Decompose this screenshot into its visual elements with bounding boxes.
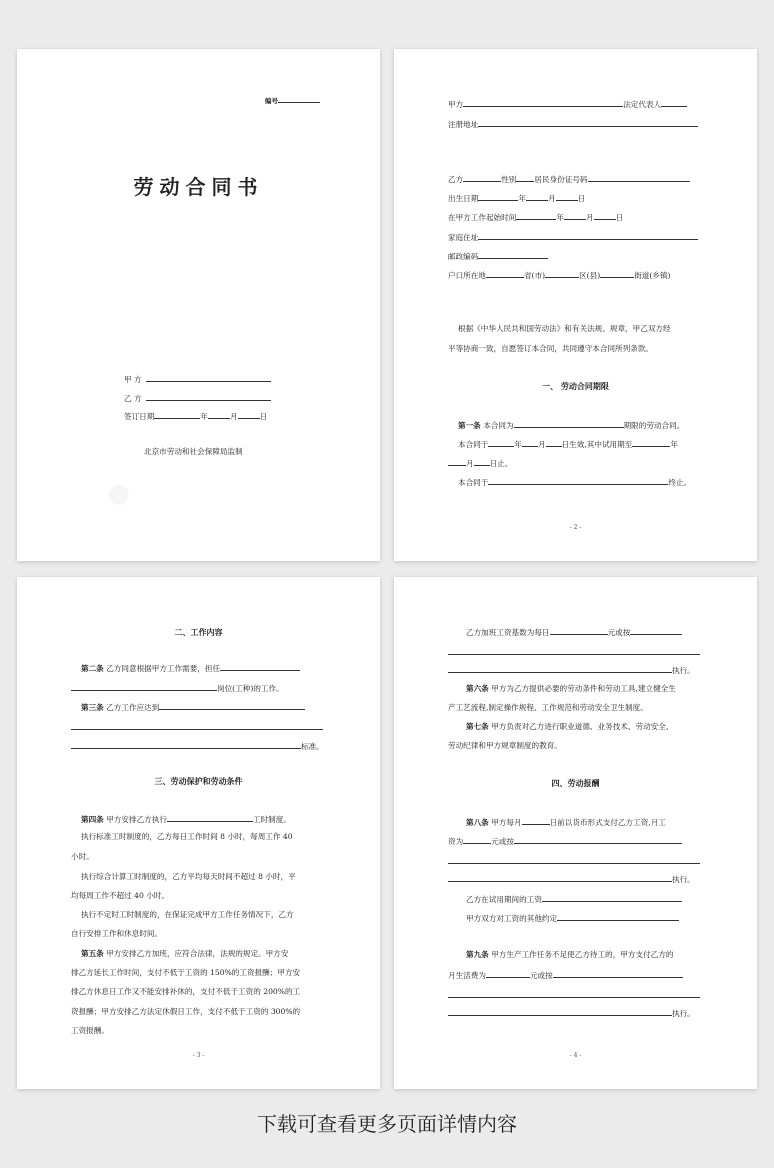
article-2-row-2 bbox=[71, 682, 284, 694]
article-7-row-1 bbox=[466, 722, 673, 732]
salary-blank-4 bbox=[448, 873, 672, 882]
article-4-row-5: 均每周工作不超过 40 小时。 bbox=[71, 891, 170, 900]
overtime-text-c: 执行。 bbox=[672, 666, 695, 675]
party-a-blank bbox=[146, 373, 271, 382]
probation-day-blank bbox=[474, 457, 490, 466]
article-7-text-a: 甲方负责对乙方进行职业道德、业务技术、劳动安全、 bbox=[491, 722, 674, 731]
intro-line-1: 根据《中华人民共和国劳动法》和有关法规、规章，甲乙双方经 bbox=[458, 324, 671, 333]
salary-blank-line bbox=[448, 863, 700, 864]
year-blank bbox=[154, 410, 200, 419]
article-9-row-1 bbox=[466, 950, 673, 960]
probation-salary-blank bbox=[542, 893, 682, 902]
month-label: 月 bbox=[585, 213, 594, 222]
download-hint-text: 下载可查看更多页面详情内容 bbox=[257, 1112, 517, 1136]
article-9-text-b: 月生活费为 bbox=[448, 971, 486, 980]
article-4-row-1 bbox=[81, 813, 291, 825]
district-label: 区(县) bbox=[579, 271, 601, 280]
article-1-row-1 bbox=[458, 419, 684, 431]
overtime-other-blank bbox=[630, 626, 682, 635]
article-8-text-d: 元或按 bbox=[491, 837, 514, 846]
party-b-label: 乙 方 bbox=[124, 394, 142, 403]
birth-year-blank bbox=[478, 192, 518, 201]
probation-month-blank bbox=[448, 457, 466, 466]
position-blank bbox=[220, 662, 300, 671]
other-salary-blank bbox=[557, 912, 679, 921]
article-9-row-4 bbox=[448, 1007, 695, 1019]
article-4-text-a: 甲方安排乙方执行 bbox=[106, 815, 167, 824]
home-address-row bbox=[448, 231, 698, 243]
sign-date-row bbox=[124, 410, 267, 422]
article-5-row-1 bbox=[81, 949, 288, 959]
living-fee-other-blank bbox=[553, 969, 683, 978]
article-4-row-4: 执行综合计算工时制度的，乙方平均每天时间不超过 8 小时，平 bbox=[81, 872, 296, 881]
article-9-row-2 bbox=[448, 969, 683, 981]
month-label: 月 bbox=[547, 194, 556, 203]
month-blank bbox=[208, 410, 230, 419]
overtime-base-blank bbox=[550, 626, 608, 635]
birth-day-blank bbox=[556, 192, 578, 201]
living-fee-blank-line bbox=[448, 997, 700, 998]
article-5-heading: 第五条 bbox=[81, 949, 104, 958]
effect-month-blank bbox=[522, 438, 538, 447]
month-label: 月 bbox=[537, 440, 546, 449]
postcode-blank bbox=[478, 250, 548, 259]
article-3-row-1 bbox=[81, 701, 305, 713]
legal-rep-blank bbox=[661, 98, 687, 107]
article-5-row-4: 资报酬；甲方安排乙方法定休假日工作，支付不低于工资的 300%的 bbox=[71, 1007, 301, 1016]
article-9-text-d: 执行。 bbox=[672, 1009, 695, 1018]
overtime-row-1 bbox=[466, 626, 682, 638]
gender-label: 性别 bbox=[501, 175, 517, 184]
article-1-text-e: 日止。 bbox=[489, 459, 513, 468]
article-2-text-a: 乙方同意根据甲方工作需要，担任 bbox=[106, 664, 221, 673]
year-label: 年 bbox=[670, 440, 678, 449]
article-5-row-3: 排乙方休息日工作又不能安排补休的，支付不低于工资的 200%的工 bbox=[71, 987, 301, 996]
probation-year-blank bbox=[632, 438, 670, 447]
party-a-row bbox=[124, 373, 271, 385]
party-a-label: 甲 方 bbox=[124, 375, 142, 384]
id-number-label: 居民身份证号码 bbox=[534, 175, 588, 184]
postcode-label: 邮政编码 bbox=[448, 252, 479, 261]
article-9-text-a: 甲方生产工作任务不足使乙方待工的，甲方支付乙方的 bbox=[491, 950, 674, 959]
party-b-label: 乙方 bbox=[448, 175, 464, 184]
start-year-blank bbox=[516, 211, 556, 220]
month-label: 月 bbox=[466, 459, 474, 468]
article-8-row-4 bbox=[448, 873, 695, 885]
article-8-heading: 第八条 bbox=[466, 818, 489, 827]
legal-rep-label: 法定代表人 bbox=[623, 100, 662, 109]
overtime-text-b: 元或按 bbox=[607, 628, 631, 637]
start-work-row bbox=[448, 211, 623, 223]
home-address-label: 家庭住址 bbox=[448, 233, 479, 242]
article-1-text-c: 本合同于 bbox=[458, 440, 489, 449]
article-2-heading: 第二条 bbox=[81, 664, 104, 673]
article-2-row-1 bbox=[81, 662, 300, 674]
street-blank bbox=[600, 269, 634, 278]
postcode-row bbox=[448, 250, 548, 262]
party-a-name-blank bbox=[463, 98, 623, 107]
month-label: 月 bbox=[229, 412, 238, 421]
party-b-blank bbox=[146, 392, 271, 401]
article-4-row-2: 执行标准工时制度的，乙方每日工作时间 8 小时，每周工作 40 bbox=[81, 832, 293, 841]
contract-page-4 bbox=[394, 577, 757, 1089]
article-1-row-3 bbox=[448, 457, 512, 469]
article-1-row-2 bbox=[458, 438, 678, 450]
article-8-text-e: 执行。 bbox=[672, 875, 695, 884]
article-8-row-1 bbox=[466, 816, 666, 828]
article-1-row-4 bbox=[458, 476, 691, 488]
article-3-heading: 第三条 bbox=[81, 703, 104, 712]
article-5-row-2: 排乙方延长工作时间，支付不低于工资的 150%的工资报酬；甲方安 bbox=[71, 968, 301, 977]
day-label: 日 bbox=[615, 213, 624, 222]
article-4-heading: 第四条 bbox=[81, 815, 104, 824]
contract-cover-page bbox=[17, 49, 380, 561]
page-number: - 4 - bbox=[569, 1052, 582, 1059]
standard-blank-line bbox=[71, 729, 323, 730]
overtime-blank-line bbox=[448, 654, 700, 655]
article-7-heading: 第七条 bbox=[466, 722, 489, 731]
hukou-label: 户口所在地 bbox=[448, 271, 486, 280]
party-b-info-row bbox=[448, 173, 690, 185]
salary-other-blank bbox=[514, 835, 682, 844]
home-address-blank bbox=[478, 231, 698, 240]
article-6-row-1 bbox=[466, 684, 676, 694]
contract-number-label: 编号 bbox=[265, 97, 278, 105]
article-9-text-c: 元或按 bbox=[529, 971, 553, 980]
living-fee-blank bbox=[486, 969, 530, 978]
article-8-text-a: 甲方每月 bbox=[491, 818, 522, 827]
effect-year-blank bbox=[488, 438, 514, 447]
article-4-row-7: 自行安排工作和休息时间。 bbox=[71, 929, 163, 938]
year-label: 年 bbox=[518, 194, 526, 203]
article-1-text-g: 终止。 bbox=[668, 478, 692, 487]
article-8-row-2 bbox=[448, 835, 682, 847]
article-1-text-f: 本合同于 bbox=[458, 478, 489, 487]
article-1-text-b: 期限的劳动合同。 bbox=[623, 421, 685, 430]
party-b-row bbox=[124, 392, 271, 404]
party-a-label: 甲方 bbox=[448, 100, 464, 109]
article-6-heading: 第六条 bbox=[466, 684, 489, 693]
page-number: - 3 - bbox=[192, 1052, 205, 1059]
province-blank bbox=[486, 269, 524, 278]
article-2-text-b: 岗位(工种)的工作。 bbox=[217, 684, 284, 693]
day-label: 日 bbox=[577, 194, 586, 203]
section-4-heading: 四、劳动报酬 bbox=[551, 779, 600, 788]
article-1-heading: 第一条 bbox=[458, 421, 481, 430]
street-label: 街道(乡镇) bbox=[634, 271, 671, 280]
pay-day-blank bbox=[522, 816, 550, 825]
article-4-row-3: 小时。 bbox=[71, 852, 94, 861]
work-hour-blank bbox=[167, 813, 253, 822]
living-fee-blank-4 bbox=[448, 1007, 672, 1016]
reg-address-label: 注册地址 bbox=[448, 120, 479, 129]
article-9-heading: 第九条 bbox=[466, 950, 489, 959]
watermark bbox=[100, 475, 136, 513]
standard-blank-3 bbox=[71, 740, 301, 749]
salary-blank bbox=[463, 835, 491, 844]
article-1-text-d: 日生效,其中试用期至 bbox=[561, 440, 633, 449]
article-5-text-a: 甲方安排乙方加班，应符合法律，法规的规定。甲方安 bbox=[106, 949, 289, 958]
article-8-text-b: 日前以货币形式支付乙方工资,月工 bbox=[549, 818, 666, 827]
supervisor-text: 北京市劳动和社会保障局监制 bbox=[144, 447, 243, 456]
article-1-text-a: 本合同为 bbox=[483, 421, 514, 430]
article-3-text-a: 乙方工作应达到 bbox=[106, 703, 160, 712]
article-4-text-b: 工时制度。 bbox=[252, 815, 291, 824]
overtime-blank-3 bbox=[448, 664, 672, 673]
overtime-row-3 bbox=[448, 664, 695, 676]
district-blank bbox=[545, 269, 579, 278]
article-6-text-a: 甲方为乙方提供必要的劳动条件和劳动工具,建立健全生 bbox=[491, 684, 676, 693]
province-label: 省(市) bbox=[523, 271, 546, 280]
contract-page-2 bbox=[394, 49, 757, 561]
gender-blank bbox=[516, 173, 534, 182]
party-a-info-row bbox=[448, 98, 687, 110]
hukou-row bbox=[448, 269, 671, 281]
other-salary-label: 甲方双方对工资的其他约定 bbox=[466, 914, 558, 923]
contract-page-3 bbox=[17, 577, 380, 1089]
article-6-row-2: 产工艺流程,制定操作规程、工作规范和劳动安全卫生制度。 bbox=[448, 703, 648, 712]
birth-date-label: 出生日期 bbox=[448, 194, 479, 203]
end-condition-blank bbox=[488, 476, 668, 485]
page-number: - 2 - bbox=[569, 524, 582, 531]
article-3-text-b: 标准。 bbox=[301, 742, 324, 751]
year-label: 年 bbox=[200, 412, 208, 421]
birth-date-row bbox=[448, 192, 585, 204]
article-5-row-5: 工资报酬。 bbox=[71, 1026, 109, 1035]
term-type-blank bbox=[514, 419, 624, 428]
day-label: 日 bbox=[259, 412, 268, 421]
other-salary-row bbox=[466, 912, 679, 924]
position-blank-2 bbox=[71, 682, 217, 691]
start-day-blank bbox=[594, 211, 616, 220]
effect-day-blank bbox=[546, 438, 562, 447]
reg-address-row bbox=[448, 118, 698, 130]
section-2-heading: 二、工作内容 bbox=[174, 628, 223, 637]
standard-blank bbox=[159, 701, 305, 710]
probation-salary-label: 乙方在试用期间的工资 bbox=[466, 895, 542, 904]
id-number-blank bbox=[588, 173, 690, 182]
sign-date-label: 签订日期 bbox=[124, 412, 155, 421]
year-label: 年 bbox=[556, 213, 564, 222]
day-blank bbox=[238, 410, 260, 419]
article-7-row-2: 劳动纪律和甲方规章制度的教育。 bbox=[448, 741, 562, 750]
article-3-row-3 bbox=[71, 740, 324, 752]
party-b-name-blank bbox=[463, 173, 501, 182]
probation-salary-row bbox=[466, 893, 682, 905]
contract-number-blank bbox=[278, 94, 320, 103]
contract-title: 劳动合同书 bbox=[133, 175, 264, 199]
start-month-blank bbox=[564, 211, 586, 220]
section-1-heading: 一、 劳动合同期限 bbox=[542, 382, 609, 391]
intro-line-2: 平等协商一致，自愿签订本合同，共同遵守本合同所列条款。 bbox=[448, 344, 654, 353]
article-4-row-6: 执行不定时工时制度的，在保证完成甲方工作任务情况下，乙方 bbox=[81, 910, 294, 919]
contract-number-row bbox=[265, 94, 320, 106]
section-3-heading: 三、劳动保护和劳动条件 bbox=[154, 777, 243, 786]
birth-month-blank bbox=[526, 192, 548, 201]
article-8-text-c: 资为 bbox=[448, 837, 464, 846]
year-label: 年 bbox=[514, 440, 522, 449]
overtime-text-a: 乙方加班工资基数为每日 bbox=[466, 628, 550, 637]
reg-address-blank bbox=[478, 118, 698, 127]
start-work-label: 在甲方工作起始时间 bbox=[448, 213, 517, 222]
